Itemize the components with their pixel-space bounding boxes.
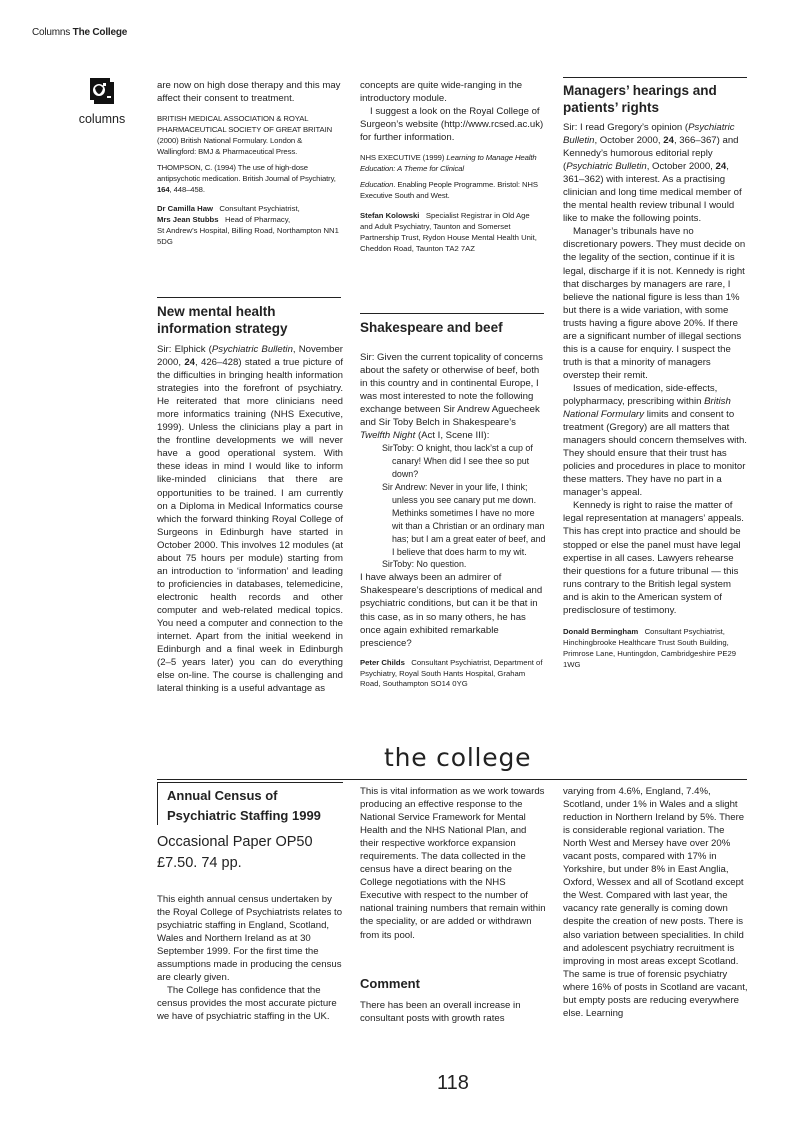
col3-p4: Kennedy is right to raise the matter of legal representation at managers’ appeals. This has crept into practice and should be stopped or else the panel must have legal expertise in all cases. Lawyers rehearse their questions for a future tribunal — this runs contrary to the British legal system and is akin to the American system of predisclosure of testimony.	[563, 500, 744, 616]
college-col2	[360, 785, 546, 942]
col1-body-text: Sir: Elphick (Psychiatric Bulletin, November 2000, 24, 426–428) stated a true picture of the difficulties in bringing health information strategies into the forefront of psychiatry. He reiterated that more clinicians need more informatics training (NHS Executive, 1999). Unless the clinicians play a part in the frontline developments we will never have a good operational system. With these ideas in mind I would like to inform like-minded clinicians that there are opportunities to be trained. I am currently on a Diploma in Medical Informatics course which the forward thinking Royal College of Surgeons in Edinburgh have started in October 2000. This involves 12 modules (at about 75 hours per module) starting from an introduction to ‘information’ and leading to proficiencies in databases, telemedicine, electronic health records and other computer and web-related medical topics. You need a computer and connection to the internet. Apart from the initial weekend in Edinburgh and a final week in Edinburgh (2–5 years later) you can do everything else on-line. The course is challenging and lateral thinking is a useful advantage as	[157, 344, 344, 695]
columns-label: columns	[78, 112, 126, 126]
col1-ref-1: BRITISH MEDICAL ASSOCIATION & ROYAL PHARMACEUTICAL SOCIETY OF GREAT BRITAIN (2000) British National Formulary. London & Wallingford: BMJ & Pharmaceutical Press.	[157, 114, 333, 156]
census-subtitle: Occasional Paper OP50 £7.50. 74 pp.	[157, 834, 313, 871]
col2-body-text-2: I have always been an admirer of Shakespeare’s descriptions of medical and psychiatric conditions, but can it be that in this case, as in so many others, he has once again exhibited remarkable prescience?	[360, 572, 543, 649]
col2-body	[360, 351, 546, 690]
col1-body	[157, 343, 343, 695]
running-head-section: Columns	[32, 27, 71, 38]
col3-p3: Issues of medication, side-effects, polypharmacy, prescribing within British National Formulary limits and consent to treatment (Gregory) are all matters that managers should concern themselves with. They should ensure that their trust has policies and procedures in place to monitor these matters. They have no part in a manager’s appeal.	[563, 382, 747, 499]
col2-top-text-2: I suggest a look on the Royal College of Surgeon’s website (http://www.rcsed.ac.uk) for further information.	[360, 106, 544, 144]
college-col2-b	[360, 999, 546, 1025]
college-c3-p1: varying from 4.6%, England, 7.4%, Scotland, under 1% in Wales and a slight reduction in Northern Ireland by 5%. There is considerable regional variation. The North West and Mersey have over 20% vacant posts, compared with 17% in Yorkshire, but under 8% in East Anglia, Oxford, Wessex and all of Scotland except the West. Compared with last year, the vacancy rate generally is coming down despite the creation of new posts. There is also variation between specialities. In child and adolescent psychiatry recruitment is improving in most areas except Scotland. The same is true of forensic psychiatry where 16% of posts in Scotland are vacant, but empty posts are reducing everywhere else. Learning	[563, 786, 748, 1019]
college-col3	[563, 785, 749, 1020]
col1-heading: New mental health information strategy	[157, 304, 288, 336]
col2-ref-1b: Education. Enabling People Programme. Bristol: NHS Executive South and West.	[360, 180, 538, 200]
col3-heading: Managers’ hearings and patients’ rights	[563, 83, 717, 115]
col2-quote	[382, 442, 546, 571]
running-head	[32, 27, 127, 38]
comment-heading: Comment	[360, 976, 420, 991]
col1-ref-2: THOMPSON, C. (1994) The use of high-dose antipsychotic medication. British Journal of Psychiatry, 164, 448–458.	[157, 162, 336, 194]
col2-body-text: Sir: Given the current topicality of concerns about the safety or otherwise of beef, both in this country and in continental Europe, I was most interested to note the following exchange between Sir Andrew Aguecheek and Sir Toby Belch in Shakespeare’s Twelfth Night (Act I, Scene III):	[360, 352, 543, 442]
quote-line-1: SirToby: O knight, thou lack’st a cup of canary! When did I see thee so put down?	[382, 443, 533, 480]
col3-signature: Donald Bermingham Consultant Psychiatrist, Hinchingbrooke Healthcare Trust South Building, Primrose Lane, Huntingdon, Cambridgeshire PE29 1WG	[563, 626, 737, 669]
col1-top-text: are now on high dose therapy and this may affect their consent to treatment.	[157, 80, 341, 105]
columns-head-icon	[86, 76, 116, 106]
col3-p2: Manager’s tribunals have no discretionary powers. They must decide on the legality of the section, continue if it is legal, discharge if it is not. Kennedy is right that discharges by managers are rare, I believe the national figure is less than 1% but there is a wide variation, with some trusts having a figure above 20%. If there are a significant number of illegal sections this is a cause for enquiry. I suspect the truth is that a minority of managers overstep their remit.	[563, 226, 746, 381]
col2-top-text: concepts are quite wide-ranging in the introductory module.	[360, 80, 523, 105]
college-c1-p2: The College has confidence that the census provides the most accurate picture we have of psychiatric staffing in the UK.	[157, 985, 337, 1023]
col3-body	[563, 121, 749, 670]
col2-heading: Shakespeare and beef	[360, 320, 503, 335]
col3-heading-rule	[563, 77, 747, 78]
quote-line-3: SirToby: No question.	[382, 559, 467, 570]
column-2-top	[360, 79, 544, 254]
page-number: 118	[437, 1072, 469, 1094]
college-c1-p1: This eighth annual census undertaken by the Royal College of Psychiatrists relates to psychiatric staffing in England, Scotland, Wales and Northern Ireland as at 30 September 1999. For the first time the assumptions made in producing the census are clearly given.	[157, 894, 343, 984]
college-c2-p1: This is vital information as we work towards producing an effective response to the National Service Framework for Mental Health and the NHS National Plan, and their respective workforce expansion requirements. The data collected in the census have a direct bearing on the College negotiations with the NHS Executive with respect to the number of national training numbers that remain within the speciality, or are added or withdrawn from its pool.	[360, 786, 546, 941]
col2-signature: Stefan Kolowski Specialist Registrar in Old Age and Adult Psychiatry, Taunton and Somerset Partnership Trust, Rydon House Mental Health Unit, Cheddon Road, Taunton TA2 7AZ	[360, 210, 537, 253]
col2-ref-1: NHS EXECUTIVE (1999) Learning to Manage Health Education: A Theme for Clinical	[360, 153, 537, 174]
column-1-top	[157, 79, 343, 248]
col2-heading-rule	[360, 313, 544, 314]
section-rule	[157, 779, 747, 780]
college-c2-p2: There has been an overall increase in consultant posts with growth rates	[360, 1000, 521, 1025]
census-title: Annual Census of Psychiatric Staffing 1999	[167, 788, 321, 823]
quote-line-2: Sir Andrew: Never in your life, I think; unless you see canary put me down. Methinks sometimes I have no more wit than a Christian or an ordinary man has; but I am a great eater of beef, and I believe that does harm to my wit.	[382, 482, 546, 557]
running-head-subsection: The College	[72, 27, 128, 38]
college-col1	[157, 893, 343, 1023]
col1-heading-rule	[157, 297, 341, 298]
section-title: the college	[384, 743, 532, 772]
col2-signature-2: Peter Childs Consultant Psychiatrist, Department of Psychiatry, Royal South Hants Hospital, Graham Road, Southampton SO14 0YG	[360, 657, 543, 689]
col1-signature: Dr Camilla Haw Consultant Psychiatrist, Mrs Jean Stubbs Head of Pharmacy, St Andrew’s Hospital, Billing Road, Northampton NN1 5DG	[157, 204, 339, 247]
col3-p1: Sir: I read Gregory’s opinion (Psychiatric Bulletin, October 2000, 24, 366–367) and Kennedy’s humorous editorial reply (Psychiatric Bulletin, October 2000, 24, 361–362) with interest. As a practising clinician and long time medical member of the mental health review tribunal I would like to make the following points.	[563, 122, 742, 225]
